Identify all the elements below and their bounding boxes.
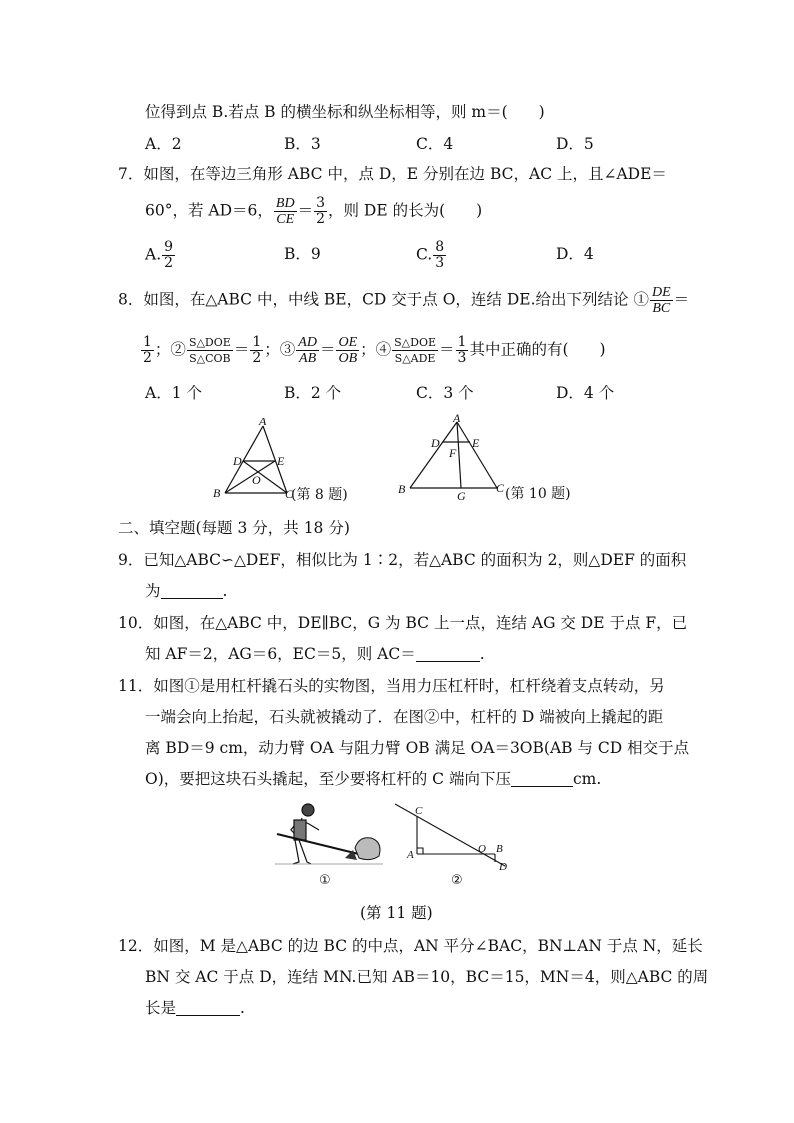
q9-answer-blank <box>161 582 223 599</box>
q7-option-b: B．9 <box>284 245 321 263</box>
q10-line1: 10．如图，在△ABC 中，DE∥BC，G 为 BC 上一点，连结 AG 交 DE 于点 F，已 <box>118 614 688 632</box>
figure-q8-triangle <box>205 418 365 508</box>
q10-line2: 知 AF＝2，AG＝6，EC＝5，则 AC＝ . <box>145 645 485 663</box>
fig10-label-a: A <box>453 412 461 425</box>
q8-line1: 8．如图，在△ABC 中，中线 BE，CD 交于点 O，连结 DE.给出下列结论 ① $\frac{DE}{BC}$ ＝ <box>118 285 690 316</box>
figure-q11-lever-diagram <box>395 800 525 890</box>
q11-line1: 11．如图①是用杠杆撬石头的实物图，当用力压杠杆时，杠杆绕着支点转动，另 <box>118 677 665 695</box>
q7-fraction-bd-ce: $\frac{BD}{CE}$ <box>275 196 295 227</box>
q7-line2-a: 60°，若 AD＝6， <box>145 201 273 220</box>
q12-line1: 12．如图，M 是△ABC 的边 BC 的中点，AN 平分∠BAC，BN⊥AN 于点 N，延长 <box>118 937 703 955</box>
q8-line1-text: 8．如图，在△ABC 中，中线 BE，CD 交于点 O，连结 DE.给出下列结论 ① <box>118 290 649 309</box>
fig8-label-o: O <box>252 473 261 487</box>
fig10-caption: (第 10 题) <box>505 486 571 502</box>
fig11-label-o: O <box>478 843 486 855</box>
q9-line1: 9．已知△ABC∽△DEF，相似比为 1∶2，若△ABC 的面积为 2，则△DEF 的面积 <box>118 551 687 569</box>
fig10-label-f: F <box>449 446 457 460</box>
q6-tail-text: 位得到点 B.若点 B 的横坐标和纵坐标相等，则 m＝( ) <box>145 103 545 121</box>
q6-option-c: C．4 <box>416 135 454 153</box>
q6-option-d: D．5 <box>556 135 594 153</box>
q8-line2: $\frac{1}{2}$ ；② $\frac{\text{S△DOE}}{\text{S△COB}}$ ＝ $\frac{1}{2}$ ；③ $\frac{AD}{AB}$ ＝ $\frac{OE}{OB}$ ；④ $\frac{\text{S△DOE}}{\text{S△ADE}}$ ＝ $\frac{1}{3}$ 其中正确的有( ) <box>143 334 606 366</box>
q11-line2: 一端会向上抬起，石头就被撬动了．在图②中，杠杆的 D 端被向上撬起的距 <box>145 708 664 726</box>
fig10-label-e: E <box>472 436 480 450</box>
fig11-label-a: A <box>407 849 414 861</box>
fig10-label-g: G <box>457 489 466 503</box>
q12-answer-blank <box>176 999 240 1016</box>
q10-answer-blank <box>416 645 480 662</box>
q11-caption: (第 11 题) <box>360 904 433 922</box>
q7-fraction-3-2: $\frac{3}{2}$ <box>316 195 325 227</box>
q7-option-c: C. $\frac{8}{3}$ <box>416 239 445 271</box>
fig8-caption: (第 8 题) <box>291 487 348 503</box>
q7-equals: ＝ <box>297 201 314 220</box>
fig11-label-c: C <box>415 805 423 817</box>
q8-option-c: C．3 个 <box>416 384 474 402</box>
q7-line2 <box>145 196 482 227</box>
section2-title: 二、填空题(每题 3 分，共 18 分) <box>118 519 350 537</box>
q8-option-a: A．1 个 <box>145 384 202 402</box>
fig8-label-c: C <box>285 487 294 501</box>
q7-option-a: A. $\frac{9}{2}$ <box>145 239 174 271</box>
fig8-label-e: E <box>277 454 285 468</box>
fig11-label-2: ② <box>451 873 463 888</box>
q7-line2-b: ，则 DE 的长为( ) <box>328 201 483 220</box>
q7-line1: 7．如图，在等边三角形 ABC 中，点 D，E 分别在边 BC，AC 上，且∠ADE＝ <box>118 165 667 183</box>
fig8-label-b: B <box>213 486 221 500</box>
q12-line2: BN 交 AC 于点 D，连结 MN.已知 AB＝10，BC＝15，MN＝4，则△ABC 的周 <box>145 968 709 986</box>
fig11-label-d: D <box>499 861 507 873</box>
fig10-label-c: C <box>496 481 505 495</box>
q11-answer-blank <box>511 770 573 787</box>
fig8-label-d: D <box>233 454 242 468</box>
q12-line3: 长是 . <box>145 999 245 1017</box>
q6-option-a: A．2 <box>145 135 182 153</box>
figure-q10-triangle <box>395 412 595 508</box>
q6-option-b: B．3 <box>284 135 321 153</box>
q8-option-d: D．4 个 <box>556 384 615 402</box>
q8-option-b: B．2 个 <box>284 384 342 402</box>
fig11-label-1: ① <box>319 873 331 888</box>
q11-line4: O)，要把这块石头撬起，至少要将杠杆的 C 端向下压 cm. <box>145 770 602 788</box>
figure-q11-lever-photo <box>275 800 385 890</box>
q11-line3: 离 BD＝9 cm，动力臂 OA 与阻力臂 OB 满足 OA＝3OB(AB 与 CD 相交于点 <box>145 739 690 757</box>
q8-fraction-de-bc: $\frac{DE}{BC}$ <box>651 285 671 316</box>
fig10-label-d: D <box>431 436 440 450</box>
fig10-label-b: B <box>398 482 406 496</box>
fig11-label-b: B <box>496 843 503 855</box>
fig8-label-a: A <box>259 418 267 428</box>
q9-line2: 为 . <box>145 582 228 600</box>
q7-option-d: D．4 <box>556 245 594 263</box>
